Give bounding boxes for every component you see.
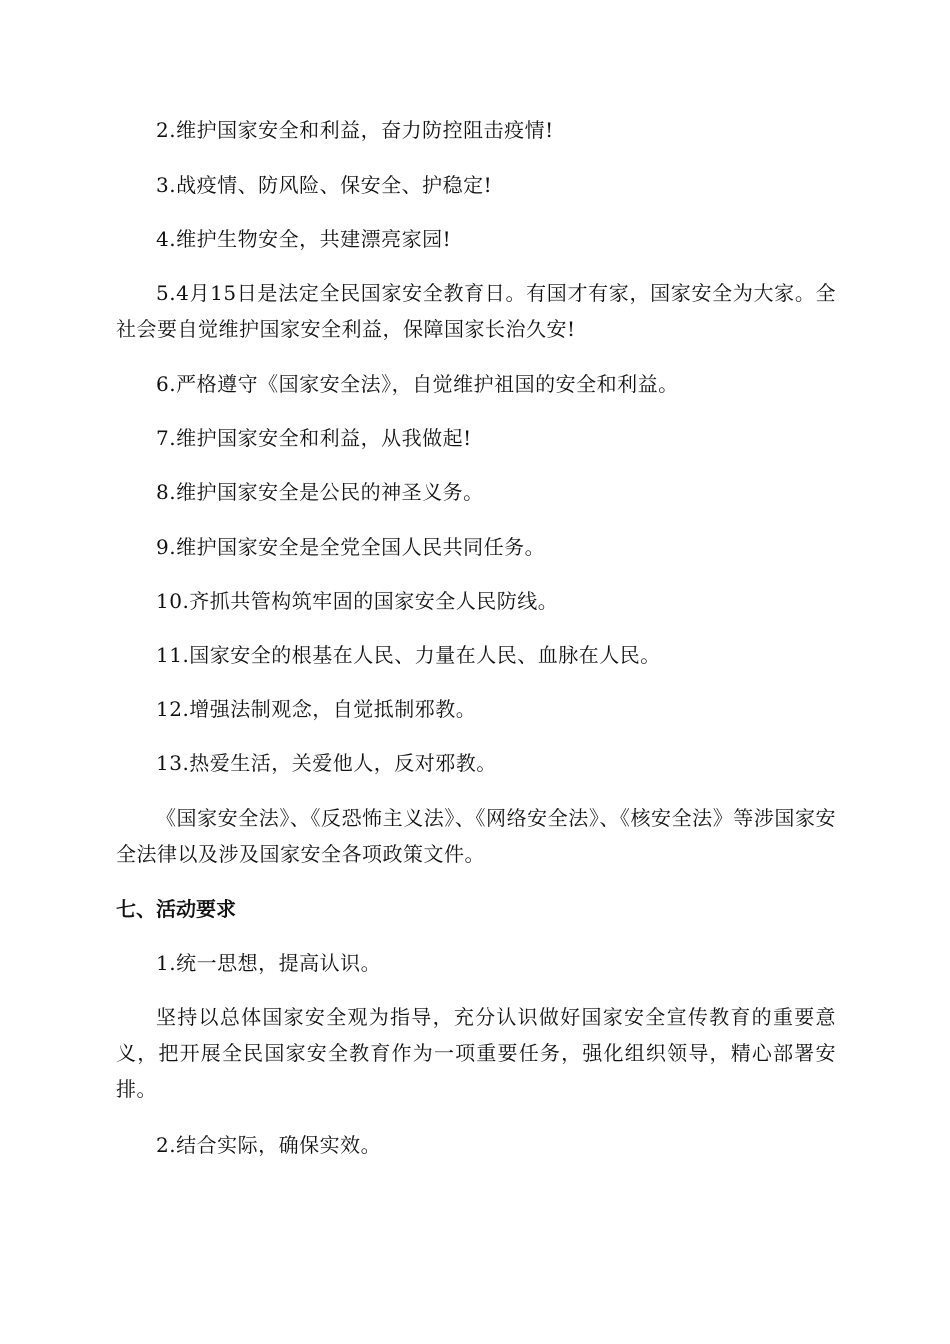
slogan-3: 3.战疫情、防风险、保安全、护稳定!: [156, 173, 493, 197]
slogan-13: 13.热爱生活，关爱他人，反对邪教。: [156, 751, 497, 775]
slogan-10: 10.齐抓共管构筑牢固的国家安全人民防线。: [156, 589, 559, 613]
slogan-7: 7.维护国家安全和利益，从我做起!: [156, 426, 472, 450]
requirement-1-title: 1.统一思想，提高认识。: [156, 951, 382, 975]
section-heading: 七、活动要求: [116, 897, 236, 921]
requirement-2-title: 2.结合实际，确保实效。: [156, 1133, 382, 1157]
laws-paragraph: 《国家安全法》、《反恐怖主义法》、《网络安全法》、《核安全法》等涉国家安全法律以及涉及国家安全各项政策文件。: [116, 806, 836, 866]
slogan-11: 11.国家安全的根基在人民、力量在人民、血脉在人民。: [156, 643, 661, 667]
slogan-9: 9.维护国家安全是全党全国人民共同任务。: [156, 535, 546, 559]
slogan-2: 2.维护国家安全和利益，奋力防控阻击疫情!: [156, 118, 554, 142]
requirement-1-body: 坚持以总体国家安全观为指导，充分认识做好国家安全宣传教育的重要意义，把开展全民国家安全教育作为一项重要任务，强化组织领导，精心部署安排。: [116, 1005, 836, 1101]
slogan-8: 8.维护国家安全是公民的神圣义务。: [156, 480, 484, 504]
slogan-4: 4.维护生物安全，共建漂亮家园!: [156, 227, 452, 251]
slogan-12: 12.增强法制观念，自觉抵制邪教。: [156, 697, 477, 721]
slogan-5: 5.4月15日是法定全民国家安全教育日。有国才有家，国家安全为大家。全社会要自觉维护国家安全利益，保障国家长治久安!: [116, 281, 836, 341]
slogan-6: 6.严格遵守《国家安全法》，自觉维护祖国的安全和利益。: [156, 372, 679, 396]
